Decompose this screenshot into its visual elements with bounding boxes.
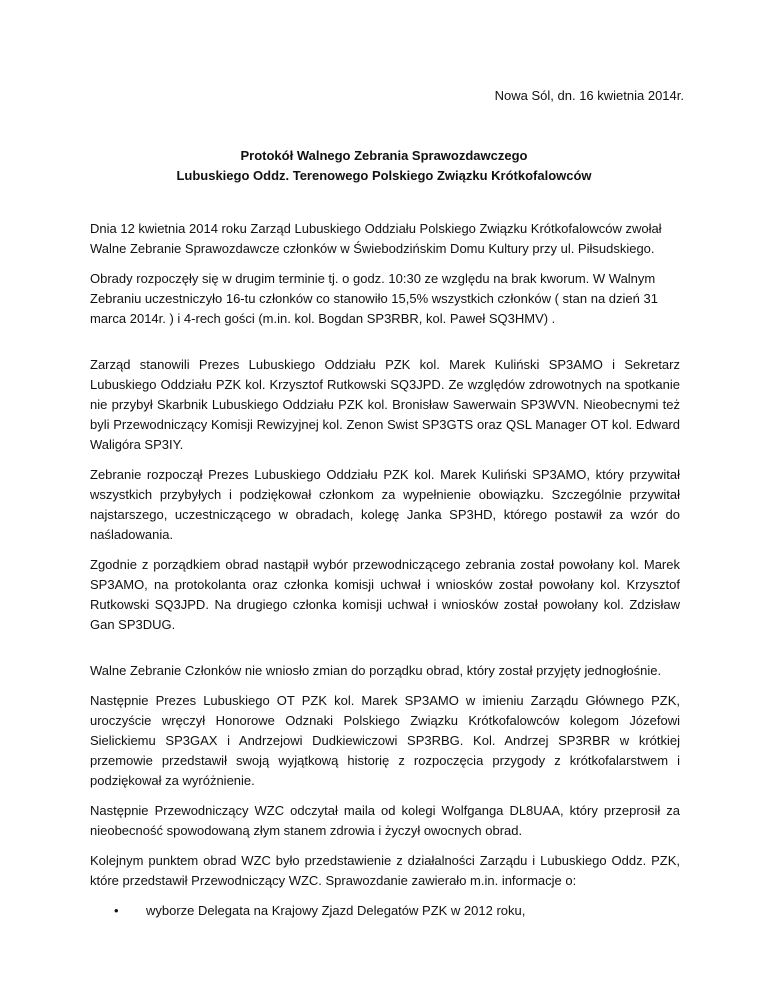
date-line: Nowa Sól, dn. 16 kwietnia 2014r. [494, 88, 684, 103]
paragraph-meeting-convened: Dnia 12 kwietnia 2014 roku Zarząd Lubuskiego Oddziału Polskiego Związku Krótkofalowców zwołał Walne Zebranie Sprawozdawcze członków w Świebodzińskim Domu Kultury przy ul. Piłsudskiego. [90, 221, 662, 256]
list-item [114, 901, 680, 921]
paragraph-opening: Zebranie rozpoczął Prezes Lubuskiego Oddziału PZK kol. Marek Kuliński SP3AMO, który przywitał wszystkich przybyłych i podziękował członkom za wypełnienie obowiązku. Szczególnie przywitał najstarszego, uczestniczącego w obradach, kolegę Janka SP3HD, którego postawił za wzór do naśladowania. [90, 467, 680, 542]
paragraph-agenda-approved: Walne Zebranie Członków nie wniosło zmian do porządku obrad, który został przyjęty jednogłośnie. [90, 663, 662, 678]
paragraph-chair-election: Zgodnie z porządkiem obrad nastąpił wybór przewodniczącego zebrania został powołany kol. Marek SP3AMO, na protokolanta oraz członka komisji uchwał i wniosków został powołany kol. Krzysztof Rutkowski SQ3JPD. Na drugiego członka komisji uchwał i wniosków został powołany kol. Zdzisław Gan SP3DUG. [90, 557, 680, 632]
bullet-icon: • [114, 903, 119, 918]
list-item-text: wyborze Delegata na Krajowy Zjazd Delegatów PZK w 2012 roku, [146, 903, 526, 918]
document-title [0, 146, 768, 186]
paragraph-honorary-badges: Następnie Prezes Lubuskiego OT PZK kol. Marek SP3AMO w imieniu Zarządu Głównego PZK, uroczyście wręczył Honorowe Odznaki Polskiego Związku Krótkofalowców kolegom Józefowi Sielickiemu SP3GAX i Andrzejowi Dudkiewiczowi SP3RBG. Kol. Andrzej SP3RBR w krótkiej przemowie przedstawił swoją wyjątkową historię z rozpoczęcia przygody z krótkofalarstwem i podziękował za wyróżnienie. [90, 693, 680, 788]
paragraph-email-read: Następnie Przewodniczący WZC odczytał maila od kolegi Wolfganga DL8UAA, który przeprosił za nieobecność spowodowaną złym stanem zdrowia i życzył owocnych obrad. [90, 803, 680, 838]
paragraph-report-intro: Kolejnym punktem obrad WZC było przedstawienie z działalności Zarządu i Lubuskiego Oddz. PZK, które przedstawił Przewodniczący WZC. Sprawozdanie zawierało m.in. informacje o: [90, 853, 680, 888]
paragraph-board-members: Zarząd stanowili Prezes Lubuskiego Oddziału PZK kol. Marek Kuliński SP3AMO i Sekretarz Lubuskiego Oddziału PZK kol. Krzysztof Rutkowski SQ3JPD. Ze względów zdrowotnych na spotkanie nie przybył Skarbnik Lubuskiego Oddziału PZK kol. Bronisław Sawerwain SP3WVN. Nieobecnymi też byli Przewodniczący Komisji Rewizyjnej kol. Zenon Swist SP3GTS oraz QSL Manager OT kol. Edward Waligóra SP3IY. [90, 357, 680, 452]
report-bullet-list [90, 901, 680, 921]
title-line-2: Lubuskiego Oddz. Terenowego Polskiego Związku Krótkofalowców [176, 168, 592, 183]
title-line-1: Protokół Walnego Zebrania Sprawozdawczego [240, 148, 528, 163]
paragraph-attendance: Obrady rozpoczęły się w drugim terminie tj. o godz. 10:30 ze względu na brak kworum. W Walnym Zebraniu uczestniczyło 16-tu członków co stanowiło 15,5% wszystkich członków ( stan na dzień 31 marca 2014r. ) i 4-rech gości (m.in. kol. Bogdan SP3RBR, kol. Paweł SQ3HMV) . [90, 271, 658, 326]
document-body [90, 219, 680, 921]
